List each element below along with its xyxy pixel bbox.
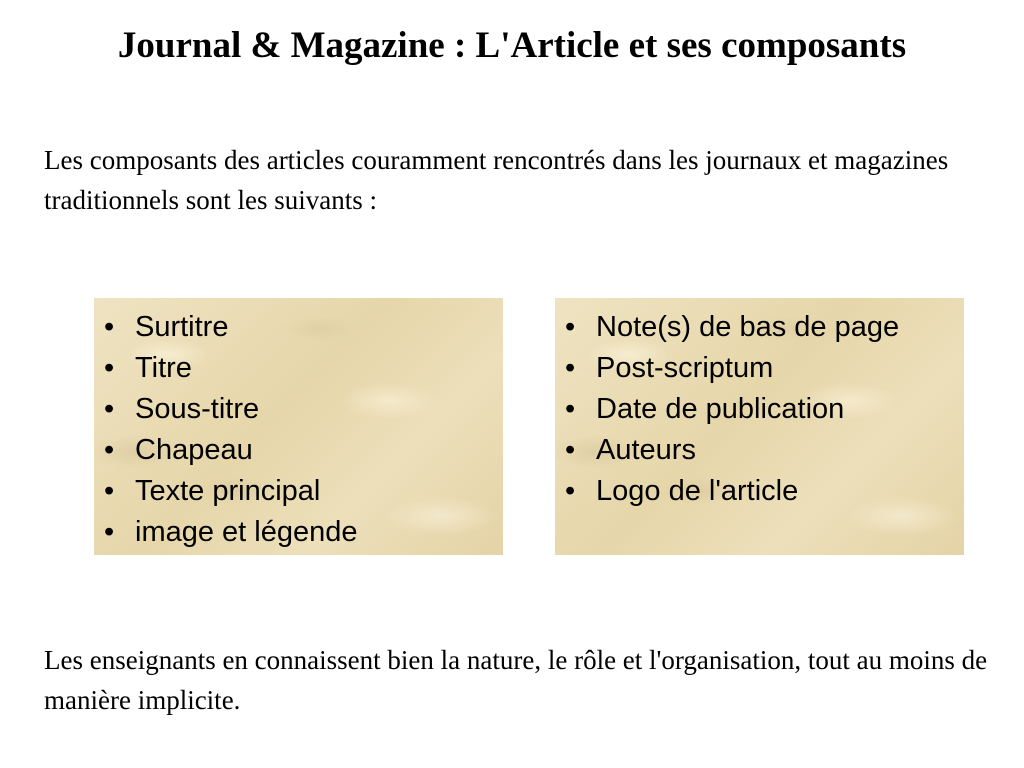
list-item-label: Sous-titre [135, 393, 260, 425]
intro-paragraph: Les composants des articles couramment rencontrés dans les journaux et magazines traditionnels sont les suivants : [44, 145, 949, 215]
list-item-label: Chapeau [135, 434, 253, 466]
bullet-icon: • [565, 434, 576, 466]
bullet-icon: • [104, 434, 115, 466]
list-item [102, 430, 503, 471]
list-item-label: Date de publication [596, 393, 845, 425]
bullet-icon: • [565, 393, 576, 425]
bullet-icon: • [104, 475, 115, 507]
bullet-icon: • [565, 475, 576, 507]
components-box-left [94, 298, 503, 555]
list-item-label: Auteurs [596, 434, 696, 466]
list-item [563, 307, 964, 348]
list-item-label: Post-scriptum [596, 352, 774, 384]
outro-paragraph: Les enseignants en connaissent bien la nature, le rôle et l'organisation, tout au moins de manière implicite. [44, 645, 988, 715]
list-item [102, 471, 503, 512]
list-item-label: Surtitre [135, 311, 229, 343]
list-item-label: image et légende [135, 516, 358, 548]
list-item-label: Titre [135, 352, 192, 384]
list-item [102, 512, 503, 553]
components-list-left [102, 307, 503, 553]
list-item [102, 307, 503, 348]
list-item [102, 389, 503, 430]
list-item-label: Texte principal [135, 475, 321, 507]
list-item-label: Logo de l'article [596, 475, 799, 507]
components-list-right [563, 307, 964, 512]
bullet-icon: • [104, 393, 115, 425]
components-box-right [555, 298, 964, 555]
slide-title: Journal & Magazine : L'Article et ses composants [117, 25, 907, 66]
list-item [563, 471, 964, 512]
list-item [563, 430, 964, 471]
list-item-label: Note(s) de bas de page [596, 311, 900, 343]
bullet-icon: • [104, 516, 115, 548]
list-item [563, 348, 964, 389]
list-item [563, 389, 964, 430]
bullet-icon: • [104, 311, 115, 343]
bullet-icon: • [104, 352, 115, 384]
list-item [102, 348, 503, 389]
bullet-icon: • [565, 311, 576, 343]
bullet-icon: • [565, 352, 576, 384]
